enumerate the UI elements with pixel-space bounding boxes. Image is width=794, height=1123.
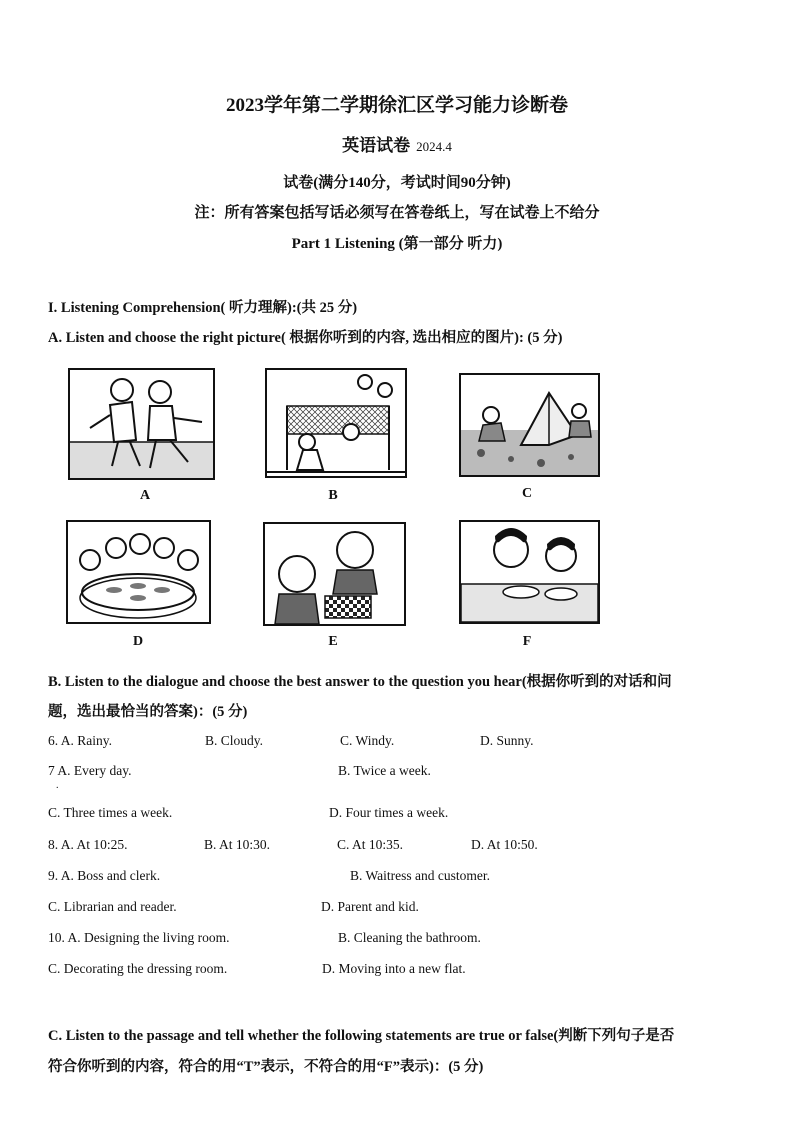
- q7-stray-mark: .: [56, 780, 59, 791]
- picture-f-label: F: [522, 634, 532, 649]
- badminton-illustration: [267, 370, 405, 476]
- picture-c-label: C: [521, 486, 533, 501]
- q6-option-d: D. Sunny.: [480, 733, 534, 748]
- chess-illustration: [265, 524, 404, 624]
- q9-option-b: B. Waitress and customer.: [350, 868, 491, 883]
- picture-a-label: A: [139, 488, 151, 503]
- q10-option-d: D. Moving into a new flat.: [322, 961, 466, 976]
- part-a-instruction: A. Listen and choose the right picture( 根据你听到的内容, 选出相应的图片): (5 分): [48, 330, 563, 346]
- q9-option-c: C. Librarian and reader.: [48, 899, 177, 914]
- picture-d-label: D: [132, 634, 144, 649]
- exam-note: 注：所有答案包括写话必须写在答卷纸上，写在试卷上不给分: [194, 205, 600, 221]
- subject-line: [0, 131, 794, 156]
- exam-date: 2024.4: [416, 139, 452, 154]
- q6-option-b: B. Cloudy.: [205, 733, 264, 748]
- q9-option-a: 9. A. Boss and clerk.: [48, 868, 161, 883]
- q7-option-d: D. Four times a week.: [329, 805, 449, 820]
- q8-option-b: B. At 10:30.: [204, 837, 271, 852]
- q8-option-c: C. At 10:35.: [337, 837, 404, 852]
- picture-e-label: E: [328, 634, 338, 649]
- q7-option-a: 7 A. Every day.: [48, 763, 132, 778]
- section-heading: I. Listening Comprehension( 听力理解):(共 25 分): [48, 300, 358, 316]
- picture-e: [263, 522, 406, 626]
- q9-option-d: D. Parent and kid.: [321, 899, 419, 914]
- q7-option-c: C. Three times a week.: [48, 805, 173, 820]
- q10-option-b: B. Cleaning the bathroom.: [338, 930, 481, 945]
- part-c-instruction-line2: 符合你听到的内容，符合的用“T”表示，不符合的用“F”表示)：(5 分): [48, 1059, 484, 1075]
- baking-illustration: [461, 522, 598, 622]
- subject-title: 英语试卷: [342, 136, 411, 155]
- part-heading: Part 1 Listening (第一部分 听力): [291, 236, 503, 252]
- part-c-instruction-line1: C. Listen to the passage and tell whether the following statements are true or false(判断下列句子是否: [48, 1028, 675, 1044]
- picture-d: [66, 520, 211, 624]
- part-b-instruction-line1: B. Listen to the dialogue and choose the best answer to the question you hear(根据你听到的对话和问: [48, 674, 672, 690]
- q8-option-a: 8. A. At 10:25.: [48, 837, 128, 852]
- picture-c: [459, 373, 600, 477]
- q6-option-c: C. Windy.: [340, 733, 395, 748]
- picture-b: [265, 368, 407, 478]
- picture-f: [459, 520, 600, 624]
- family-dinner-illustration: [68, 522, 209, 622]
- q10-option-c: C. Decorating the dressing room.: [48, 961, 228, 976]
- q10-option-a: 10. A. Designing the living room.: [48, 930, 230, 945]
- q8-option-d: D. At 10:50.: [471, 837, 538, 852]
- picture-b-label: B: [328, 488, 338, 503]
- q6-option-a: 6. A. Rainy.: [48, 733, 112, 748]
- part-b-instruction-line2: 题，选出最恰当的答案)：(5 分): [48, 704, 248, 720]
- skating-illustration: [70, 370, 213, 478]
- picture-a: [68, 368, 215, 480]
- exam-info: 试卷(满分140分，考试时间90分钟): [283, 175, 511, 191]
- q7-option-b: B. Twice a week.: [338, 763, 431, 778]
- exam-title: 2023学年第二学期徐汇区学习能力诊断卷: [225, 95, 568, 116]
- camping-illustration: [461, 375, 598, 475]
